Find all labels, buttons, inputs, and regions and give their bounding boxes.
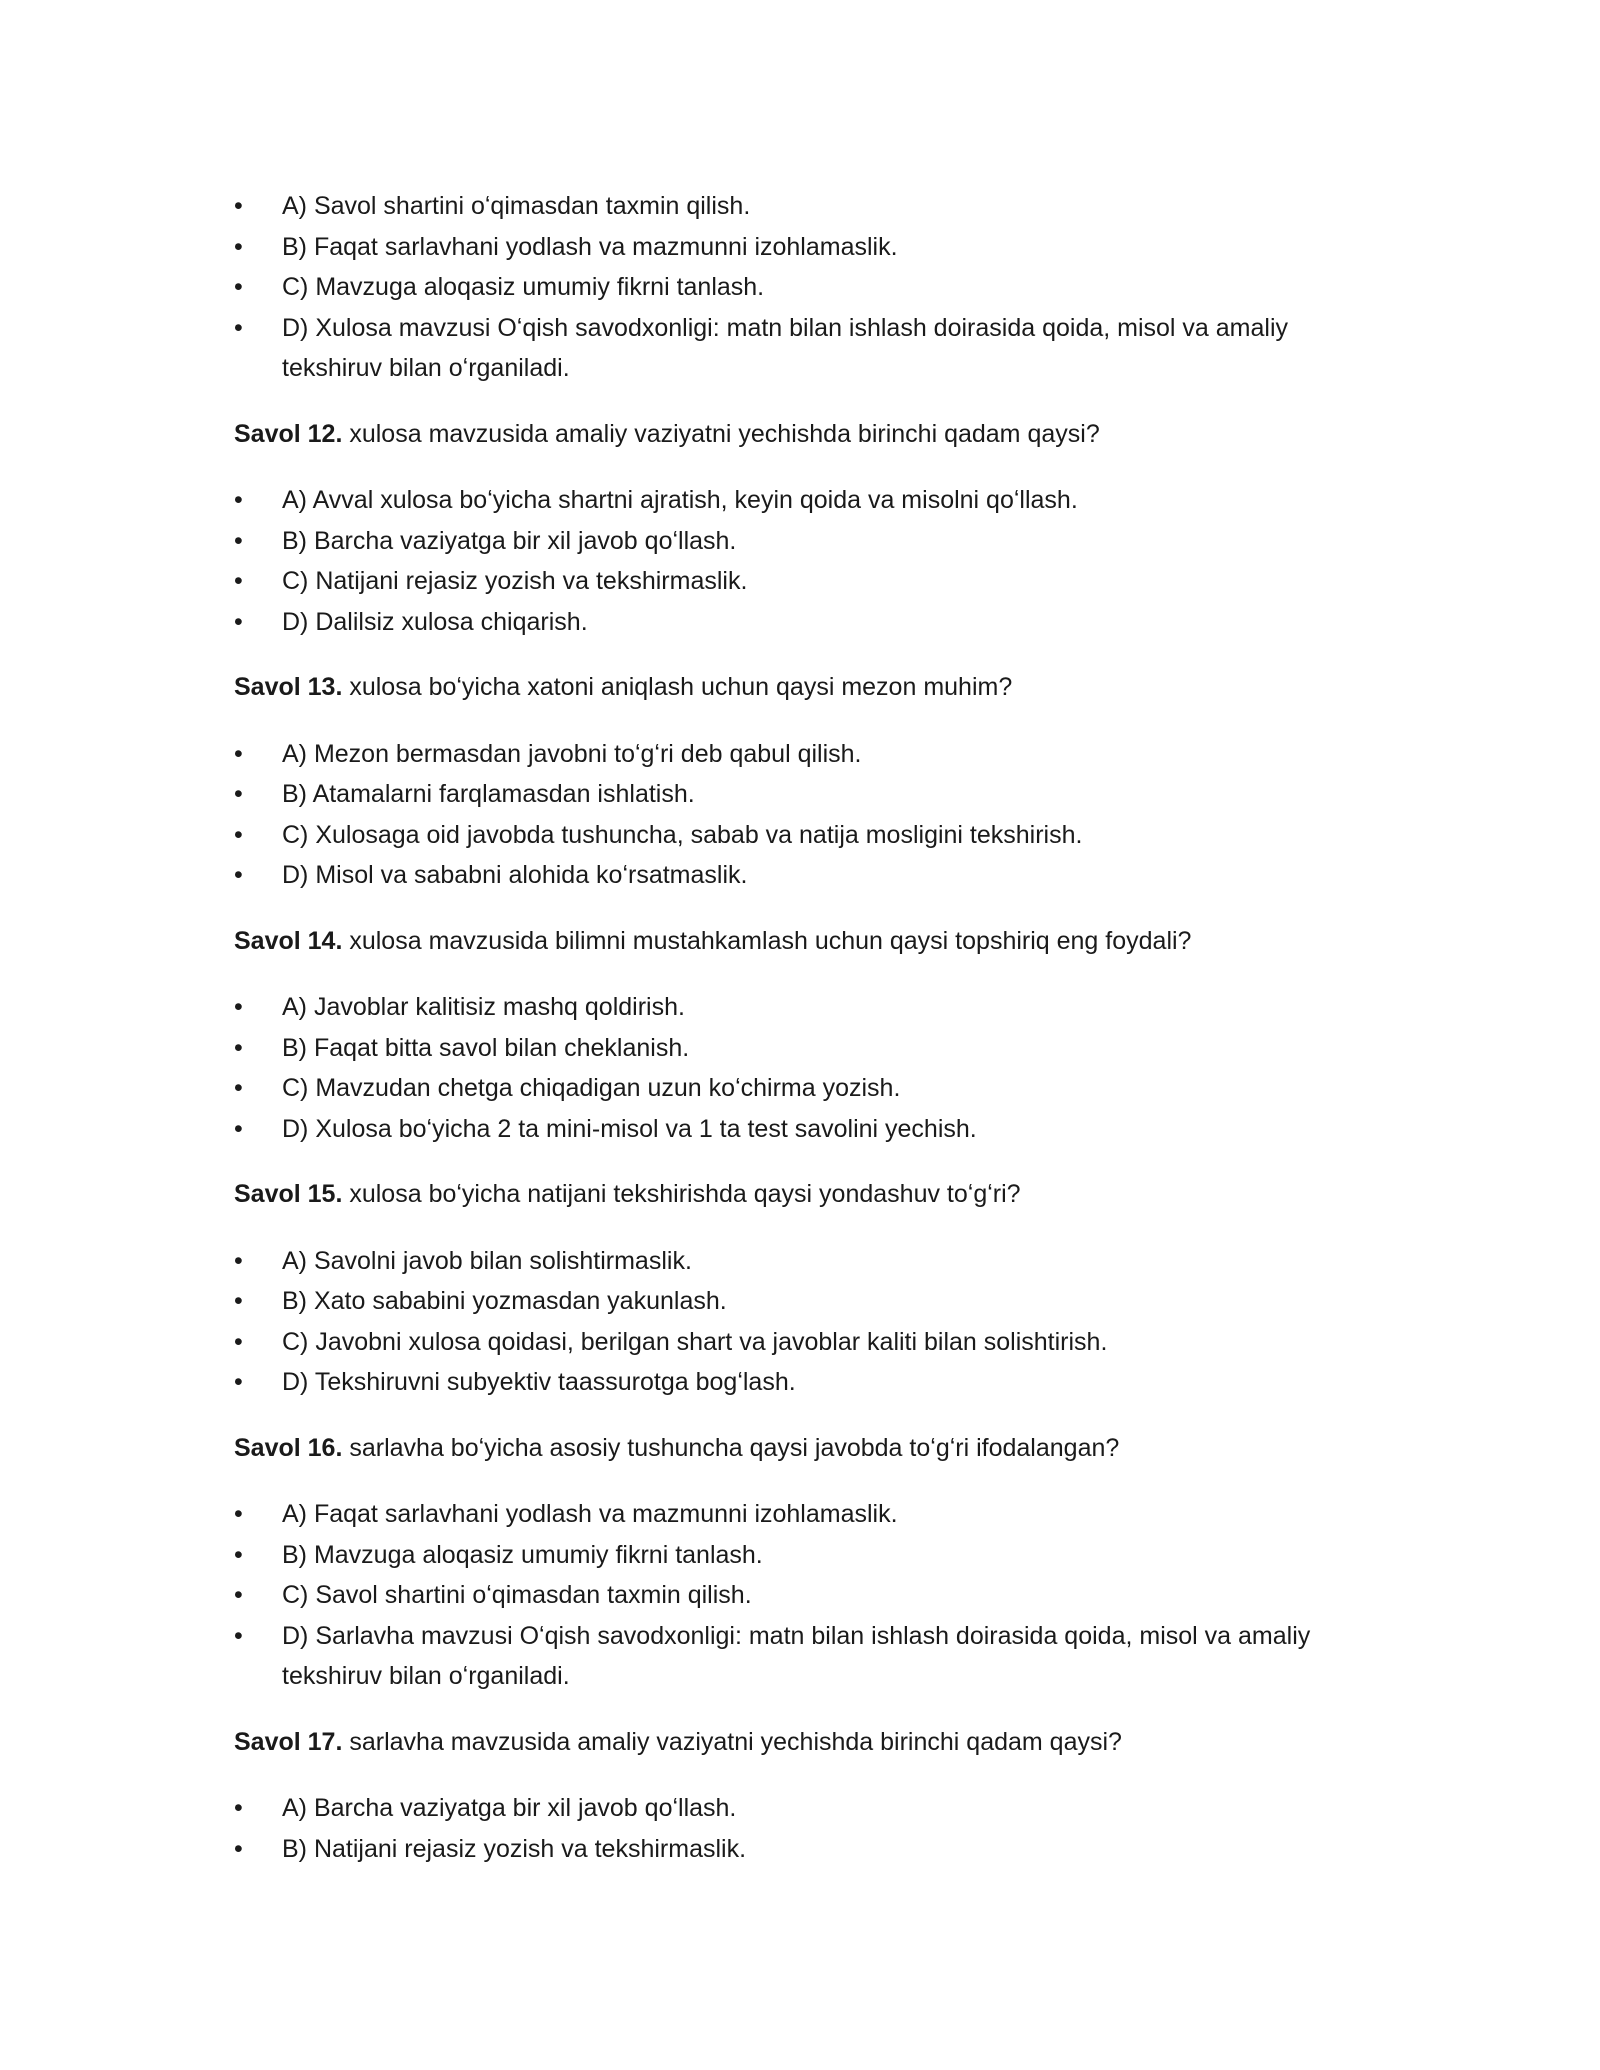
bullet-icon: •	[234, 993, 243, 1021]
question-16-options	[234, 1494, 1364, 1697]
question-17-options	[234, 1788, 1364, 1869]
option-text: B) Mavzuga aloqasiz umumiy fikrni tanlash.	[282, 1540, 763, 1569]
bullet-icon: •	[234, 1033, 243, 1062]
option-text: A) Javoblar kalitisiz mashq qoldirish.	[282, 993, 685, 1021]
bullet-icon: •	[234, 273, 243, 301]
question-text: sarlavha mavzusida amaliy vaziyatni yechishda birinchi qadam qaysi?	[342, 1727, 1122, 1756]
list-item	[234, 1788, 1364, 1829]
option-text: C) Natijani rejasiz yozish va tekshirmaslik.	[282, 567, 748, 595]
question-12-options	[234, 480, 1364, 642]
bullet-icon: •	[234, 780, 243, 808]
bullet-icon: •	[234, 567, 243, 595]
bullet-icon: •	[234, 313, 243, 342]
list-item	[234, 1575, 1364, 1616]
option-text: B) Faqat sarlavhani yodlash va mazmunni izohlamaslik.	[282, 232, 898, 261]
option-text: C) Xulosaga oid javobda tushuncha, sabab va natija mosligini tekshirish.	[282, 820, 1083, 849]
list-item	[234, 1322, 1364, 1363]
list-item	[234, 1829, 1364, 1870]
list-item	[234, 1241, 1364, 1282]
list-item	[234, 308, 1364, 389]
list-item	[234, 774, 1364, 815]
question-label: Savol 12.	[234, 419, 343, 448]
bullet-icon: •	[234, 232, 243, 261]
question-15-options	[234, 1241, 1364, 1403]
option-text: D) Dalilsiz xulosa chiqarish.	[282, 607, 588, 636]
question-14	[234, 921, 1364, 962]
option-text: A) Avval xulosa boʻyicha shartni ajratish, keyin qoida va misolni qoʻllash.	[282, 486, 1078, 514]
option-text: D) Sarlavha mavzusi Oʻqish savodxonligi: matn bilan ishlash doirasida qoida, misol va amaliy tekshiruv bilan oʻrganiladi.	[282, 1621, 1311, 1690]
list-item	[234, 987, 1364, 1028]
bullet-icon: •	[234, 1074, 243, 1102]
list-item	[234, 1616, 1364, 1697]
intro-options-list	[234, 186, 1364, 389]
list-item	[234, 480, 1364, 521]
question-text: xulosa mavzusida amaliy vaziyatni yechishda birinchi qadam qaysi?	[342, 419, 1100, 448]
list-item	[234, 1281, 1364, 1322]
list-item	[234, 1362, 1364, 1403]
question-text: xulosa boʻyicha xatoni aniqlash uchun qaysi mezon muhim?	[342, 673, 1013, 701]
list-item	[234, 1535, 1364, 1576]
bullet-icon: •	[234, 486, 243, 514]
option-text: C) Savol shartini oʻqimasdan taxmin qilish.	[282, 1581, 752, 1609]
question-label: Savol 14.	[234, 926, 343, 955]
option-text: B) Xato sababini yozmasdan yakunlash.	[282, 1287, 727, 1315]
option-text: D) Tekshiruvni subyektiv taassurotga bogʻlash.	[282, 1368, 796, 1396]
bullet-icon: •	[234, 739, 243, 768]
question-14-options	[234, 987, 1364, 1149]
list-item	[234, 267, 1364, 308]
list-item	[234, 227, 1364, 268]
list-item	[234, 561, 1364, 602]
bullet-icon: •	[234, 192, 243, 220]
question-17	[234, 1722, 1364, 1763]
list-item	[234, 602, 1364, 643]
option-text: A) Faqat sarlavhani yodlash va mazmunni izohlamaslik.	[282, 1500, 898, 1528]
option-text: B) Faqat bitta savol bilan cheklanish.	[282, 1033, 690, 1062]
list-item	[234, 734, 1364, 775]
bullet-icon: •	[234, 607, 243, 636]
question-13	[234, 667, 1364, 708]
question-text: xulosa mavzusida bilimni mustahkamlash uchun qaysi topshiriq eng foydali?	[342, 926, 1192, 955]
option-text: D) Xulosa mavzusi Oʻqish savodxonligi: matn bilan ishlash doirasida qoida, misol va amaliy tekshiruv bilan oʻrganiladi.	[282, 313, 1289, 382]
list-item	[234, 186, 1364, 227]
option-text: B) Atamalarni farqlamasdan ishlatish.	[282, 780, 695, 808]
option-text: B) Barcha vaziyatga bir xil javob qoʻllash.	[282, 526, 737, 555]
bullet-icon: •	[234, 1246, 243, 1275]
option-text: D) Misol va sababni alohida koʻrsatmaslik.	[282, 861, 748, 889]
option-text: C) Mavzudan chetga chiqadigan uzun koʻchirma yozish.	[282, 1074, 901, 1102]
bullet-icon: •	[234, 1500, 243, 1528]
bullet-icon: •	[234, 1581, 243, 1609]
question-label: Savol 17.	[234, 1727, 343, 1756]
bullet-icon: •	[234, 1621, 243, 1650]
list-item	[234, 815, 1364, 856]
list-item	[234, 521, 1364, 562]
bullet-icon: •	[234, 1540, 243, 1569]
list-item	[234, 1109, 1364, 1150]
document-content	[234, 186, 1364, 1869]
question-label: Savol 15.	[234, 1180, 343, 1208]
option-text: C) Javobni xulosa qoidasi, berilgan shart va javoblar kaliti bilan solishtirish.	[282, 1327, 1108, 1356]
bullet-icon: •	[234, 1794, 243, 1822]
question-12	[234, 414, 1364, 455]
bullet-icon: •	[234, 861, 243, 889]
list-item	[234, 1028, 1364, 1069]
option-text: A) Savolni javob bilan solishtirmaslik.	[282, 1246, 692, 1275]
question-label: Savol 13.	[234, 673, 343, 701]
option-text: A) Barcha vaziyatga bir xil javob qoʻllash.	[282, 1794, 737, 1822]
list-item	[234, 855, 1364, 896]
question-text: xulosa boʻyicha natijani tekshirishda qaysi yondashuv toʻgʻri?	[342, 1180, 1021, 1208]
bullet-icon: •	[234, 526, 243, 555]
bullet-icon: •	[234, 1287, 243, 1315]
bullet-icon: •	[234, 1834, 243, 1863]
bullet-icon: •	[234, 1114, 243, 1143]
option-text: B) Natijani rejasiz yozish va tekshirmaslik.	[282, 1834, 747, 1863]
question-15	[234, 1174, 1364, 1215]
bullet-icon: •	[234, 820, 243, 849]
question-16	[234, 1428, 1364, 1469]
bullet-icon: •	[234, 1327, 243, 1356]
option-text: A) Mezon bermasdan javobni toʻgʻri deb qabul qilish.	[282, 739, 862, 768]
list-item	[234, 1068, 1364, 1109]
list-item	[234, 1494, 1364, 1535]
option-text: C) Mavzuga aloqasiz umumiy fikrni tanlash.	[282, 273, 765, 301]
question-text: sarlavha boʻyicha asosiy tushuncha qaysi javobda toʻgʻri ifodalangan?	[342, 1433, 1120, 1462]
bullet-icon: •	[234, 1368, 243, 1396]
option-text: D) Xulosa boʻyicha 2 ta mini-misol va 1 ta test savolini yechish.	[282, 1114, 977, 1143]
question-13-options	[234, 734, 1364, 896]
question-label: Savol 16.	[234, 1433, 343, 1462]
option-text: A) Savol shartini oʻqimasdan taxmin qilish.	[282, 192, 751, 220]
